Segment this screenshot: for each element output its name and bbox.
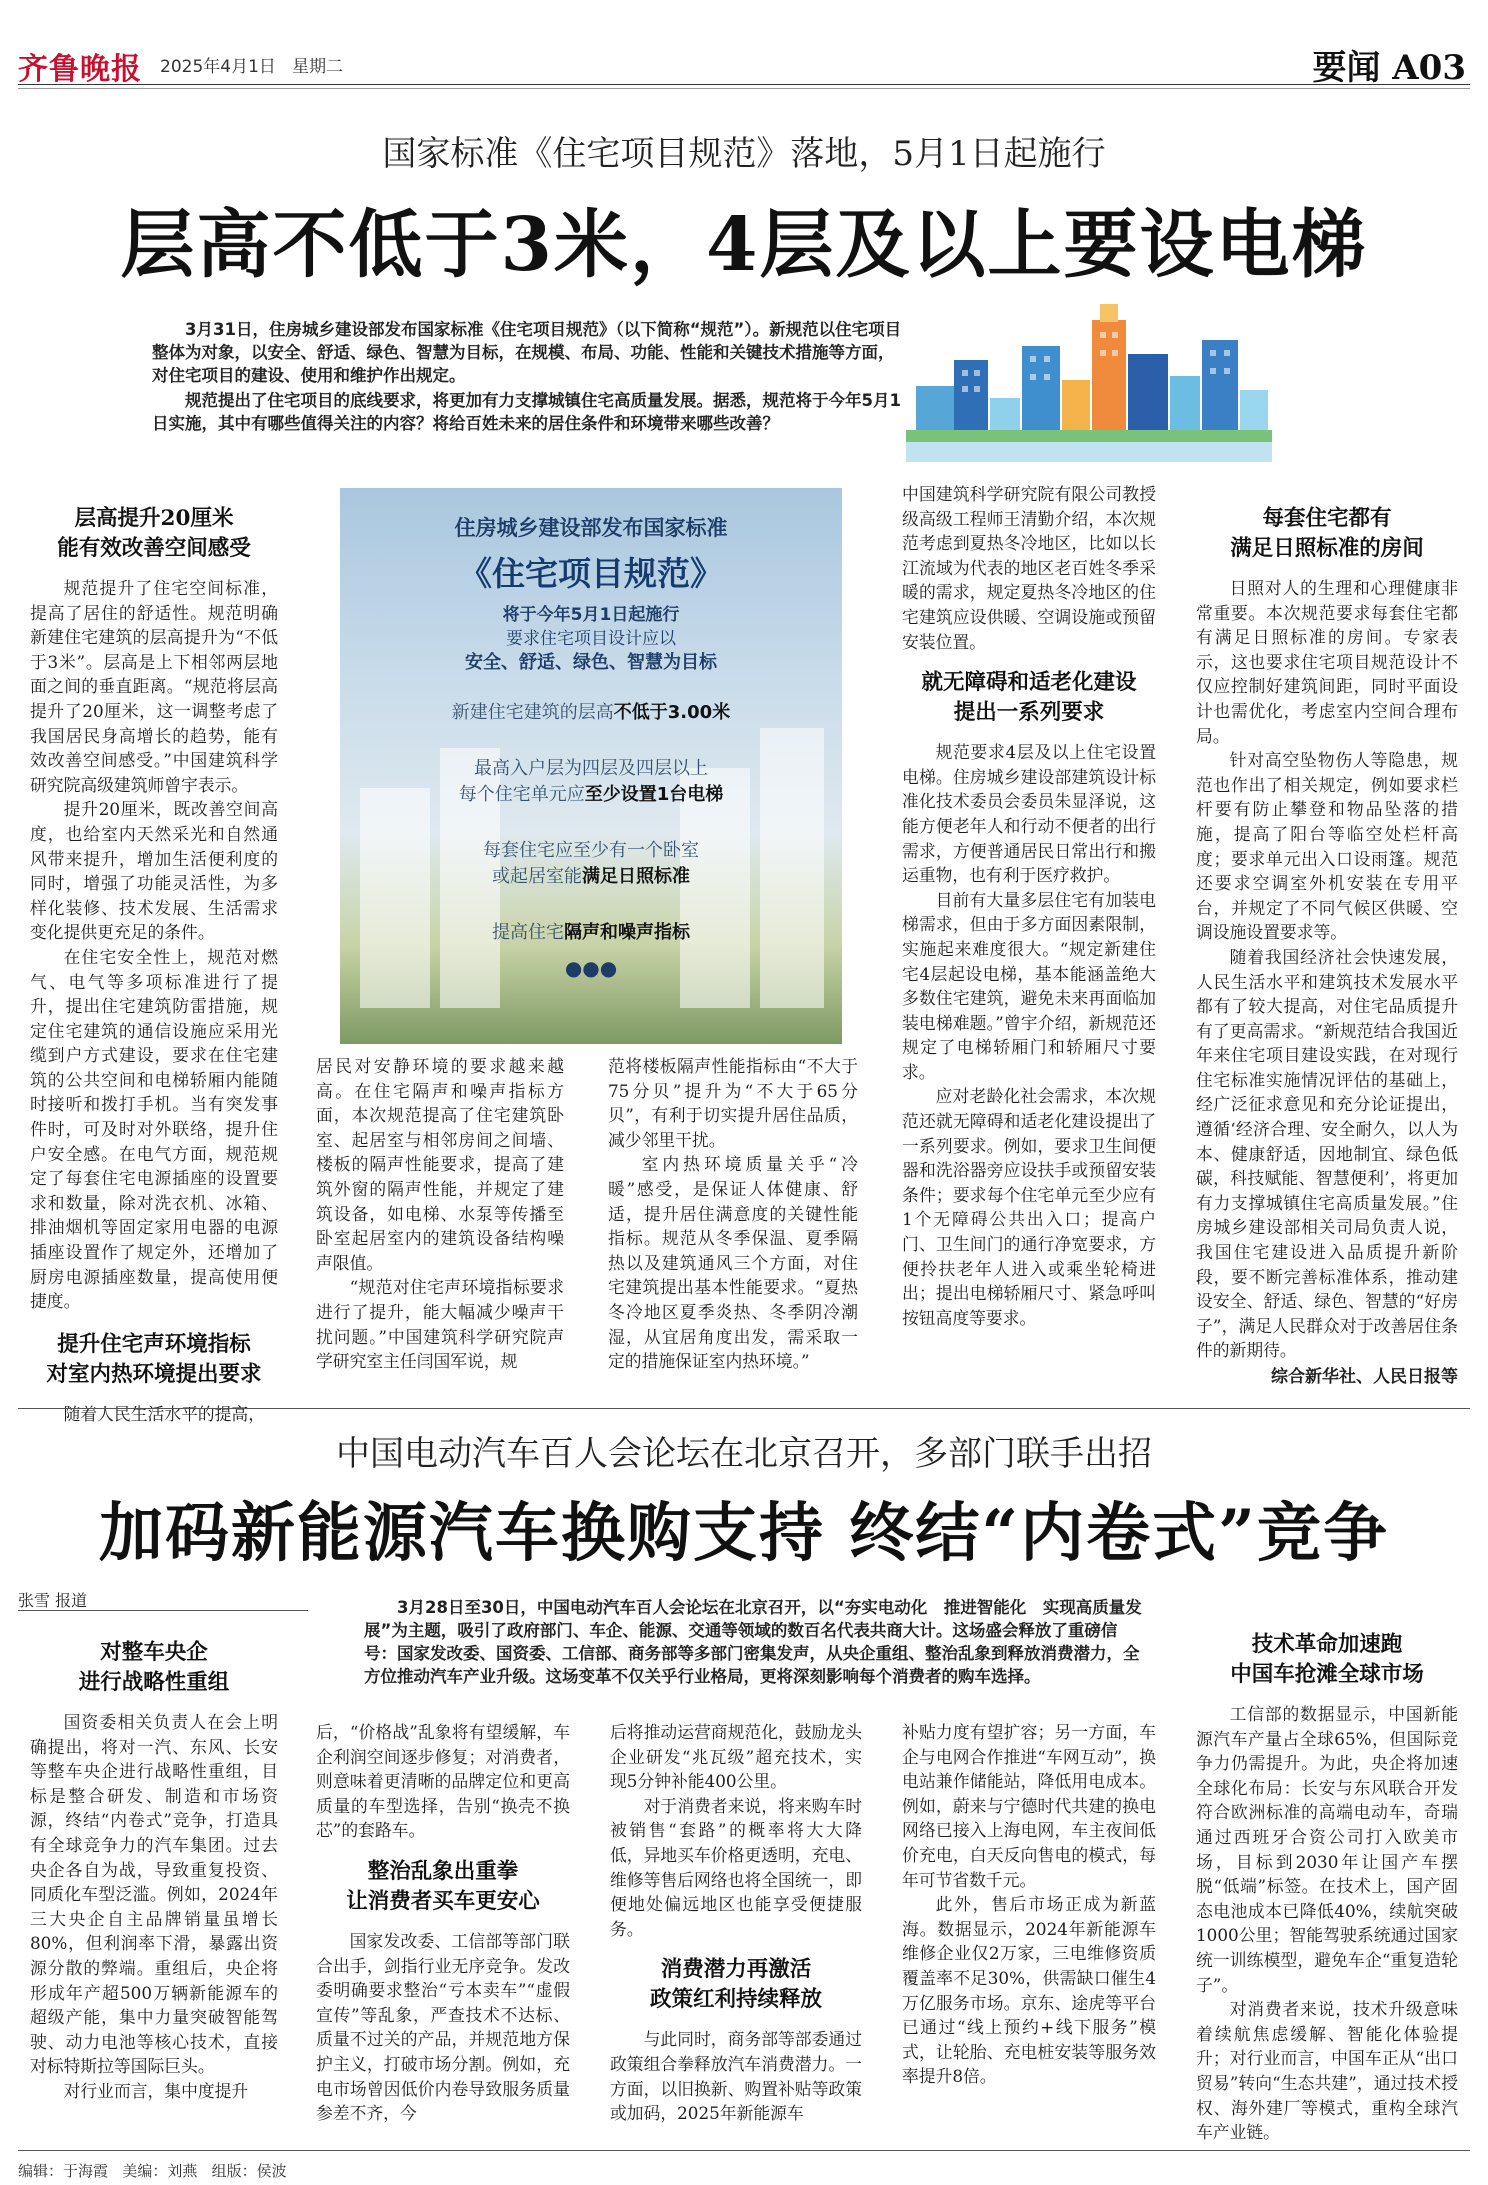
- poster-sound-b: 隔声和噪声指标: [564, 922, 690, 943]
- design-credit: 美编：刘燕: [122, 2162, 198, 2180]
- story2-column-5: [1196, 1622, 1458, 2145]
- issue-date: [160, 52, 343, 77]
- paragraph: 中国建筑科学研究院有限公司教授级高级工程师王清勤介绍，本次规范考虑到夏热冬冷地区，比如以长江流域为代表的地区老百姓冬季采暖的需求，规定夏热冬冷地区的住宅建筑应设供暖、空调设施或预留安装位置。: [902, 484, 1156, 652]
- story2-kicker: 中国电动汽车百人会论坛在北京召开，多部门联手出招: [336, 1434, 1152, 1474]
- paragraph: 随着人民生活水平的提高，: [63, 1403, 265, 1424]
- story2-column-2: [316, 1720, 570, 2126]
- paragraph: 日照对人的生理和心理健康非常重要。本次规范要求每套住宅都有满足日照标准的房间。专家表示，这也要求住宅项目规范设计不仅应控制好建筑间距，同时平面设计也需优化，考虑室内空间合理布局。: [1196, 578, 1458, 746]
- story-divider: [18, 1408, 1470, 1409]
- poster-goals: 安全、舒适、绿色、智慧为目标: [465, 652, 717, 673]
- paragraph: 规范提升了住宅空间标准，提高了居住的舒适性。规范明确新建住宅建筑的层高提升为“不低于3米”。层高是上下相邻两层地面之间的垂直距离。“规范将层高提升了20厘米，这一调整考虑了我国居民身高增长的趋势，能有效改善空间感受。”中国建筑科学研究院高级建筑师曾宇表示。: [30, 578, 278, 795]
- story1-lead-p1: 3月31日，住房城乡建设部发布国家标准《住宅项目规范》（以下简称“规范”）。新规范以住宅项目整体为对象，以安全、舒适、绿色、智慧为目标，在规模、布局、功能、性能和关键技术措施等方面，对住宅项目的建设、使用和维护作出规定。: [152, 320, 902, 385]
- story1-lead-p2: 规范提出了住宅项目的底线要求，将更加有力支撑城镇住宅高质量发展。据悉，规范将于今年5月1日实施，其中有哪些值得关注的内容？将给百姓未来的居住条件和环境带来哪些改善？: [152, 391, 901, 433]
- paragraph: 室内热环境质量关乎“冷暖”感受，是保证人体健康、舒适，提升居住满意度的关键性能指标。规范从冬季保温、夏季隔热以及建筑通风三个方面，对住宅建筑提出基本性能要求。“夏热冬冷地区夏季炎热、冬季阴冷潮湿，从宜居角度出发，需采取一定的措施保证室内热环境。”: [608, 1154, 858, 1372]
- story1-lead: [152, 318, 904, 437]
- story2-subhead-tech: 技术革命加速跑 中国车抢滩全球市场: [1230, 1632, 1424, 1687]
- paragraph: 国家发改委、工信部等部门联合出手，剑指行业无序竞争。发改委明确要求整治“亏本卖车”“虚假宣传”等乱象，严查技术不达标、质量不过关的产品，并规范地方保护主义，打破市场分割。例如，充电市场曾因低价内卷导致服务质量参差不齐，今: [316, 1930, 570, 2124]
- story2-byline: 张雪 报道: [18, 1591, 88, 1610]
- newspaper-logo: 齐鲁晚报: [18, 52, 142, 87]
- paragraph: 随着我国经济社会快速发展，人民生活水平和建筑技术发展水平都有了较大提高，对住宅品质提升有了更高需求。“新规范结合我国近年来住宅项目建设实践，在对现行住宅标准实施情况评估的基础上，经广泛征求意见和充分论证提出，遵循‘经济合理、安全耐久，以人为本、健康舒适，因地制宜、绿色低碳，科技赋能、智慧便利’，将更加有力支撑城镇住宅高质量发展。”住房城乡建设部相关司局负责人说，我国住宅建设进入品质提升新阶段，要不断完善标准体系，推动建设安全、舒适、绿色、智慧的“好房子”，满足人民群众对于改善居住条件的新期待。: [1196, 946, 1458, 1361]
- story2-lead-p1: 3月28日至30日，中国电动汽车百人会论坛在北京召开，以“夯实电动化 推进智能化 实现高质量发展”为主题，吸引了政府部门、车企、能源、交通等领域的数百名代表共商大计。这场盛会释放了重磅信号：国家发改委、国资委、工信部、商务部等多部门密集发声，从央企重组、整治乱象到释放消费潜力，全方位推动汽车产业升级。这场变革不仅关乎行业格局，更将深刻影响每个消费者的购车选择。: [364, 1598, 1142, 1686]
- story2-subhead-restructure: 对整车央企 进行战略性重组: [78, 1640, 230, 1695]
- poster-sound-a: 提高住宅: [492, 922, 564, 943]
- story1-column-2: [316, 1054, 564, 1374]
- poster-title: 住房城乡建设部发布国家标准: [454, 516, 728, 540]
- paragraph: 对消费者来说，技术升级意味着续航焦虑缓解、智能化体验提升；对行业而言，中国车正从“出口贸易”转向“生态共建”，通过技术授权、海外建厂等模式，重构全球汽车产业链。: [1196, 1999, 1458, 2143]
- poster-sunlight-a: 或起居室能: [492, 866, 582, 887]
- poster-height-b: 不低于3.00米: [613, 702, 731, 723]
- poster-sunlight-line2: [340, 862, 842, 888]
- story2-subhead-rectify: 整治乱象出重拳 让消费者买车更安心: [346, 1858, 540, 1914]
- poster-standard-name: 《住宅项目规范》: [459, 554, 723, 593]
- paragraph: 针对高空坠物伤人等隐患，规范也作出了相关规定，例如要求栏杆要有防止攀登和物品坠落的措施，提高了阳台等临空处栏杆高度；要求单元出入口设雨篷。规范还要求空调室外机安装在专用平台，并规定了不同气候区供暖、空调设施设置要求等。: [1196, 750, 1458, 943]
- paragraph: 后，“价格战”乱象将有望缓解，车企利润空间逐步修复；对消费者，则意味着更清晰的品牌定位和更高质量的车型选择，告别“换壳不换芯”的套路车。: [316, 1722, 570, 1841]
- story2-column-1: [30, 1630, 278, 2104]
- paragraph: 在住宅安全性上，规范对燃气、电气等多项标准进行了提升，提出住宅建筑防雷措施，规定住宅建筑的通信设施应采用光缆到户方式建设，要求在住宅建筑的公共空间和电梯轿厢内能随时接听和拨打手机。当有突发事件时，可及时对外联络，提升住户安全感。在电气方面，规范规定了每套住宅电源插座的设置要求和数量，除对洗衣机、冰箱、排油烟机等固定家用电器的电源插座设置作了规定外，还增加了厨房电源插座数量，提高使用便捷度。: [30, 946, 278, 1312]
- poster-elevator-a: 每个住宅单元应: [458, 784, 585, 805]
- poster-effective-date: 将于今年5月1日起施行: [502, 605, 680, 625]
- story1-column-4: [902, 482, 1156, 1330]
- story2-column-3: [610, 1720, 862, 2126]
- weekday-text: 星期二: [292, 57, 344, 77]
- story1-credit: 综合新华社、人民日报等: [1271, 1367, 1458, 1387]
- paragraph: 此外，售后市场正成为新蓝海。数据显示，2024年新能源车维修企业仅2万家，三电维修资质覆盖率不足30%，供需缺口催生4万亿服务市场。京东、途虎等平台已通过“线上预约+线下服务”模式，让轮胎、充电桩安装等服务效率提升8倍。: [902, 1894, 1156, 2087]
- story1-column-3: [608, 1054, 858, 1374]
- poster-elevator-line1: 最高入户层为四层及四层以上: [474, 758, 708, 779]
- byline-rule: [18, 1610, 308, 1611]
- story2-subhead-consumption: 消费潜力再激活 政策红利持续释放: [649, 1957, 822, 2013]
- poster-sound: [340, 918, 842, 944]
- paragraph: 后将推动运营商规范化，鼓励龙头企业研发“兆瓦级”超充技术，实现5分钟补能400公里。: [610, 1722, 862, 1792]
- paragraph: 与此同时，商务部等部委通过政策组合拳释放汽车消费潜力。一方面，以旧换新、购置补贴等政策或加码，2025年新能源车: [610, 2029, 862, 2124]
- paragraph: 应对老龄化社会需求，本次规范还就无障碍和适老化建设提出了一系列要求。例如，要求卫生间便器和洗浴器旁应设扶手或预留安装条件；要求每个住宅单元至少应有1个无障碍公共出入口；提高户门、卫生间门的通行净宽要求，方便拎扶老年人进入或乘坐轮椅进出；提出电梯轿厢尺寸、紧急呼叫按钮高度等要求。: [902, 1086, 1156, 1328]
- paragraph: 目前有大量多层住宅有加装电梯需求，但由于多方面因素限制，实施起来难度很大。“规定新建住宅4层起设电梯，基本能涵盖绝大多数住宅建筑，避免未来再面临加装电梯难题。”曾宇介绍，新规范还规定了电梯轿厢门和轿厢尺寸要求。: [902, 889, 1156, 1082]
- story1-column-1: [30, 496, 278, 1426]
- poster-elevator-line2: [340, 780, 842, 806]
- masthead-rule: [18, 84, 1470, 85]
- poster-sunlight-line1: 每套住宅应至少有一个卧室: [483, 840, 699, 861]
- staff-credits: [18, 2160, 287, 2181]
- story2-headline: 加码新能源汽车换购支持 终结“内卷式”竞争: [99, 1496, 1389, 1571]
- poster-sunlight-b: 满足日照标准: [582, 866, 690, 887]
- story1-subhead-accessibility: 就无障碍和适老化建设 提出一系列要求: [921, 670, 1137, 726]
- date-text: 2025年4月1日: [160, 57, 276, 77]
- regulation-infographic: [340, 488, 842, 1044]
- poster-dots: ●●●: [564, 956, 618, 980]
- paragraph: 提升20厘米，既改善空间高度，也给室内天然采光和自然通风带来提升，增加生活便利度的同时，增强了功能灵活性，为多样化装修、技术发展、生活需求变化提供更充足的条件。: [30, 799, 278, 943]
- story1-kicker: 国家标准《住宅项目规范》落地，5月1日起施行: [382, 134, 1106, 174]
- poster-goal-intro: 要求住宅项目设计应以: [506, 629, 676, 649]
- paragraph: 范将楼板隔声性能指标由“不大于75分贝”提升为“不大于65分贝”，有利于切实提升居住品质，减少邻里干扰。: [608, 1056, 858, 1150]
- poster-item-height: [340, 698, 842, 724]
- paragraph: 居民对安静环境的要求越来越高。在住宅隔声和噪声指标方面，本次规范提高了住宅建筑卧室、起居室与相邻房间之间墙、楼板的隔声性能要求，提高了建筑外窗的隔声性能，并规定了建筑设备，如电梯、水泵等传播至卧室起居室内的建筑设备结构噪声限值。: [316, 1056, 564, 1273]
- paragraph: 对于消费者来说，将来购车时被销售“套路”的概率将大大降低，异地买车价格更透明，充电、维修等售后网络也将全国统一，即便地处偏远地区也能享受便捷服务。: [610, 1795, 862, 1939]
- story1-subhead-sound: 提升住宅声环境指标 对室内热环境提出要求: [46, 1331, 262, 1387]
- story1-headline: 层高不低于3米，4层及以上要设电梯: [120, 202, 1368, 288]
- paragraph: “规范对住宅声环境指标要求进行了提升，能大幅减少噪声干扰问题。”中国建筑科学研究院声学研究室主任闫国军说，规: [316, 1277, 564, 1372]
- editor-credit: 编辑：于海霞: [18, 2162, 109, 2180]
- poster-elevator-b: 至少设置1台电梯: [584, 784, 724, 805]
- paragraph: 对行业而言，集中度提升: [63, 2080, 249, 2101]
- story1-subhead-sunlight: 每套住宅都有 满足日照标准的房间: [1230, 506, 1424, 561]
- story2-lead: [364, 1596, 1148, 1690]
- city-skyline-illustration: [906, 290, 1272, 462]
- masthead-rule-thin: [18, 88, 1470, 89]
- story1-subhead-ceiling: 层高提升20厘米 能有效改善空间感受: [57, 506, 251, 561]
- footer-rule: [18, 2150, 1470, 2151]
- paragraph: 国资委相关负责人在会上明确提出，将对一汽、东风、长安等整车央企进行战略性重组，目标是整合研发、制造和市场资源，终结“内卷式”竞争，打造具有全球竞争力的汽车集团。过去央企各自为战，导致重复投资、同质化车型泛滥。例如，2024年三大央企自主品牌销量虽增长80%，但利润率下滑，暴露出资源分散的弊端。重组后，央企将形成年产超500万辆新能源车的超级产能，集中力量突破智能驾驶、动力电池等核心技术，直接对标特斯拉等国际巨头。: [30, 1712, 278, 2077]
- story1-column-5: [1196, 496, 1458, 1390]
- poster-height-a: 新建住宅建筑的层高: [451, 702, 614, 723]
- paragraph: 工信部的数据显示，中国新能源汽车产量占全球65%，但国际竞争力仍需提升。为此，央企将加速全球化布局：长安与东风联合开发符合欧洲标准的高端电动车，奇瑞通过西班牙合资公司打入欧美市场，目标到2030年让国产车摆脱“低端”标签。在技术上，国产固态电池成本已降低40%，续航突破1000公里；智能驾驶系统通过国家统一训练模型，避免车企“重复造轮子”。: [1196, 1704, 1458, 1995]
- paragraph: 规范要求4层及以上住宅设置电梯。住房城乡建设部建筑设计标准化技术委员会委员朱显泽说，这能方便老年人和行动不便者的出行需求，方便普通居民日常出行和搬运重物，也有利于医疗救护。: [902, 742, 1156, 886]
- paragraph: 补贴力度有望扩容；另一方面，车企与电网合作推进“车网互动”，换电站兼作储能站，降低用电成本。例如，蔚来与宁德时代共建的换电网络已接入上海电网，车主夜间低价充电，白天反向售电的模式，每年可节省数千元。: [902, 1722, 1156, 1890]
- story2-column-4: [902, 1720, 1156, 2089]
- layout-credit: 组版：侯波: [211, 2162, 287, 2180]
- section-label: 要闻 A03: [1312, 48, 1466, 88]
